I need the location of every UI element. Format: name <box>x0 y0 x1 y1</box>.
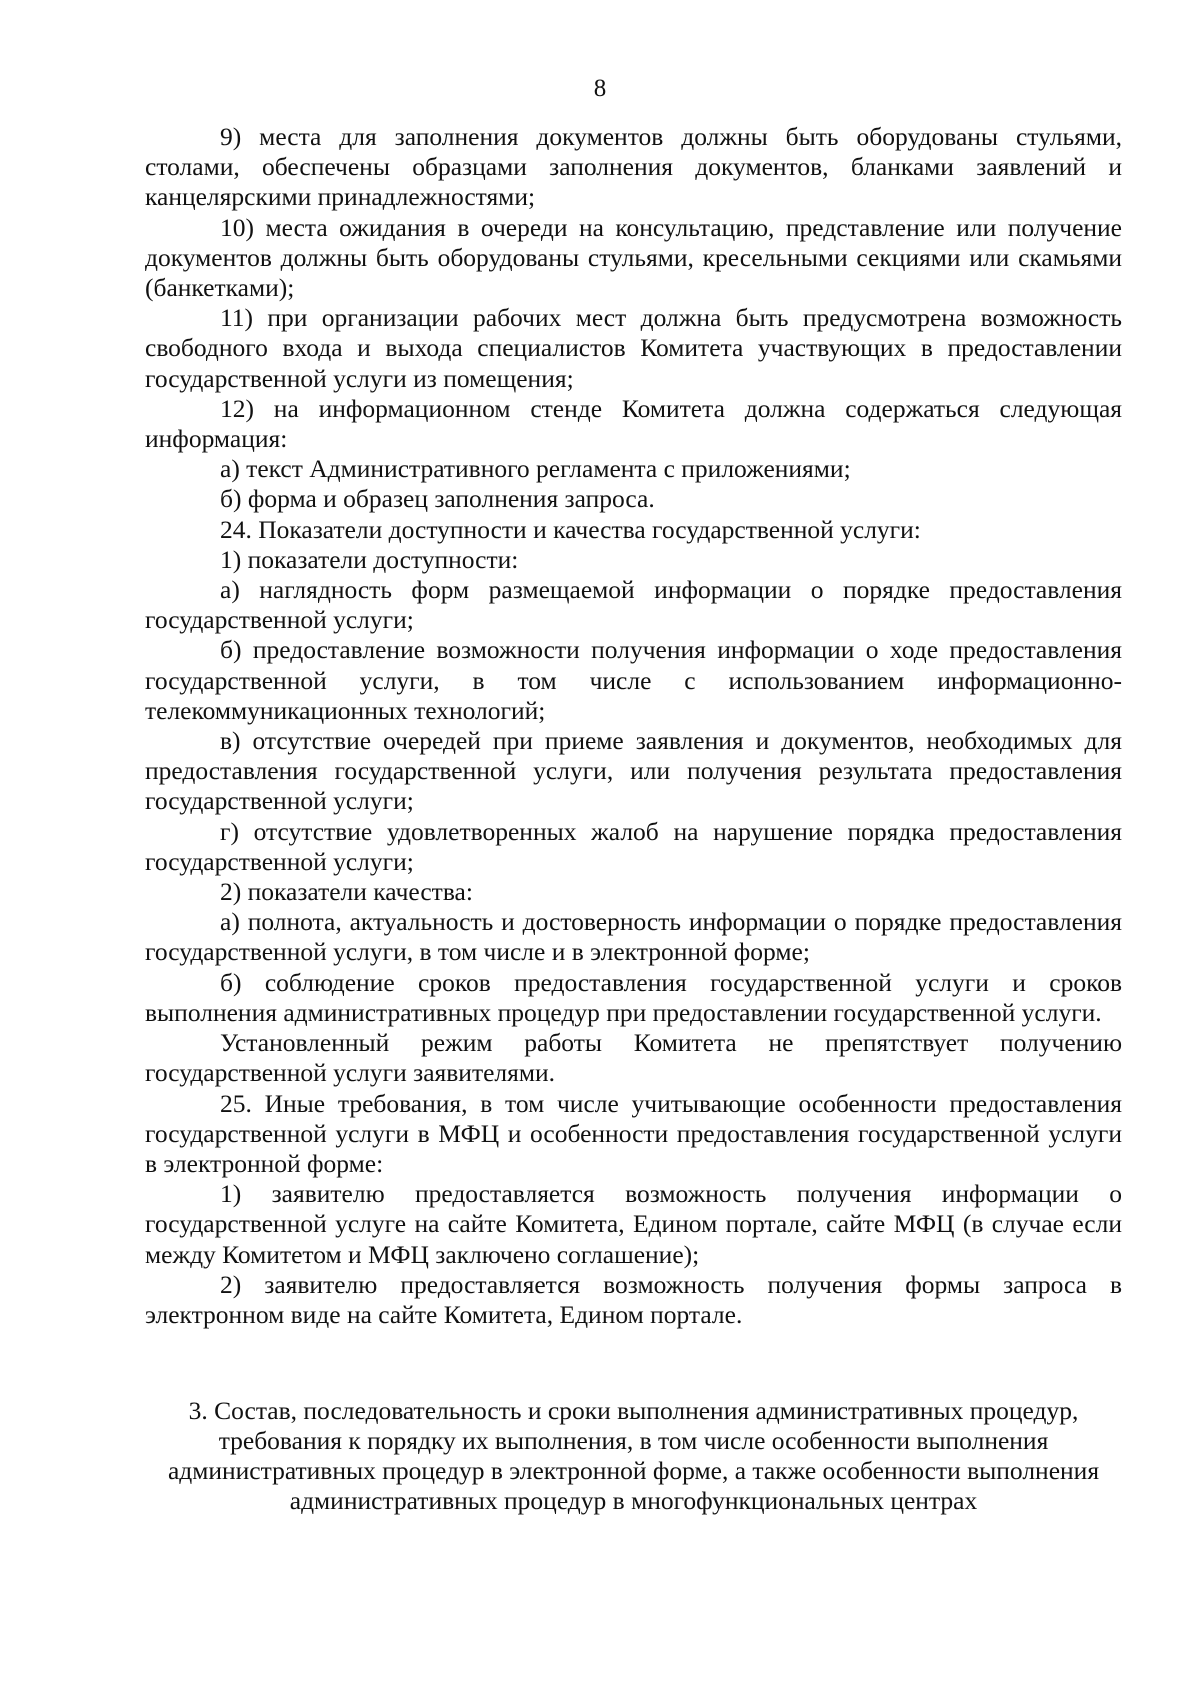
clause-24-item-1g: г) отсутствие удовлетворенных жалоб на нарушение порядка предоставления государственной услуги; <box>145 816 1122 876</box>
clause-24-item-2a: а) полнота, актуальность и достоверность информации о порядке предоставления государственной услуги, в том числе и в электронной форме; <box>145 907 1122 967</box>
clause-25-item-2: 2) заявителю предоставляется возможность получения формы запроса в электронном виде на сайте Комитета, Едином портале. <box>145 1269 1122 1329</box>
page-number: 8 <box>593 75 607 102</box>
paragraph-12: 12) на информационном стенде Комитета должна содержаться следующая информация: <box>145 393 1122 454</box>
clause-24-item-2: 2) показатели качества: <box>220 877 473 907</box>
paragraph-10: 10) места ожидания в очереди на консультацию, представление или получение документов должны быть оборудованы стульями, кресельными секциями или скамьями (банкетками); <box>145 212 1122 303</box>
work-schedule-paragraph: Установленный режим работы Комитета не препятствует получению государственной услуги заявителями. <box>145 1028 1122 1088</box>
clause-24: 24. Показатели доступности и качества государственной услуги: <box>220 514 921 544</box>
paragraph-12b: б) форма и образец заполнения запроса. <box>220 484 655 514</box>
paragraph-12a: а) текст Административного регламента с приложениями; <box>220 454 851 484</box>
paragraph-11: 11) при организации рабочих мест должна быть предусмотрена возможность свободного входа и выхода специалистов Комитета участвующих в предоставлении государственной услуги из помещения; <box>145 303 1122 393</box>
clause-24-item-2b: б) соблюдение сроков предоставления государственной услуги и сроков выполнения административных процедур при предоставлении государственной услуги. <box>145 967 1122 1027</box>
clause-24-item-1a: а) наглядность форм размещаемой информации о порядке предоставления государственной услуги; <box>145 575 1122 635</box>
clause-24-item-1v: в) отсутствие очередей при приеме заявления и документов, необходимых для предоставления государственной услуги, или получения результата предоставления государственной услуги; <box>145 726 1122 816</box>
clause-25: 25. Иные требования, в том числе учитывающие особенности предоставления государственной услуги в МФЦ и особенности предоставления государственной услуги в электронной форме: <box>145 1088 1122 1178</box>
section-heading: 3. Состав, последовательность и сроки выполнения административных процедур, требования к порядку их выполнения, в том числе особенности выполнения административных процедур в электронной форме, а также особенности выполнения административных процедур в многофункциональных центрах <box>167 1396 1100 1515</box>
paragraph-9: 9) места для заполнения документов должны быть оборудованы стульями, столами, обеспечены образцами заполнения документов, бланками заявлений и канцелярскими принадлежностями; <box>145 122 1122 212</box>
body-text <box>145 122 1122 1330</box>
clause-24-item-1: 1) показатели доступности: <box>220 544 519 574</box>
clause-24-item-1b: б) предоставление возможности получения информации о ходе предоставления государственной услуги, в том числе с использованием информационно-телекоммуникационных технологий; <box>145 635 1122 725</box>
clause-25-item-1: 1) заявителю предоставляется возможность получения информации о государственной услуге на сайте Комитета, Едином портале, сайте МФЦ (в случае если между Комитетом и МФЦ заключено соглашение); <box>145 1179 1122 1269</box>
